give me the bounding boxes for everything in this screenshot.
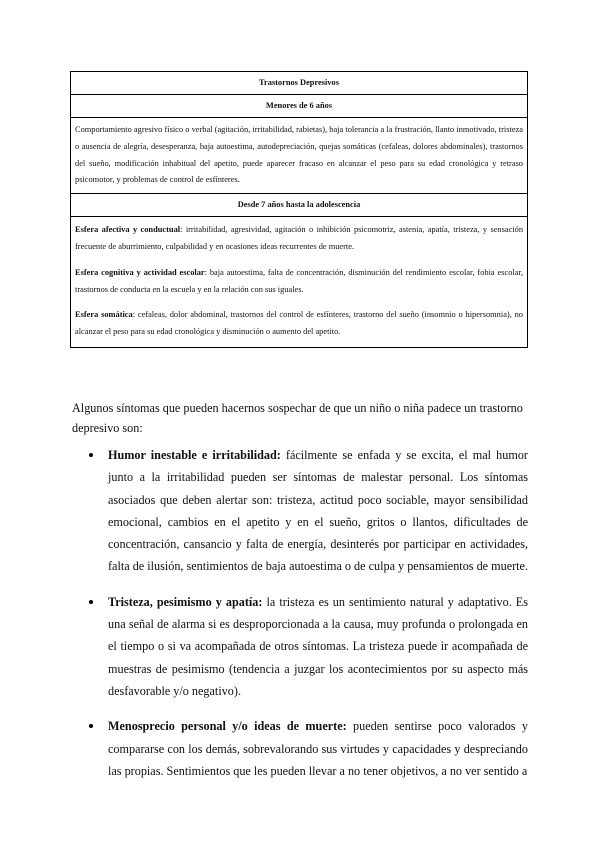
intro-paragraph: Algunos síntomas que pueden hacernos sospechar de que un niño o niña padece un trastorno depresivo son: [72, 401, 523, 435]
symptom-label: Tristeza, pesimismo y apatía: [108, 594, 263, 609]
symptom-text: fácilmente se enfada y se excita, el mal humor junto a la irritabilidad pueden ser síntomas de malestar personal. Los síntomas asociados que deben alertar son: tristeza, actitud poco sociable, mayor sensibilidad emocional, cambios en el apetito y en el sueño, gritos o llantos, dificultades de concentración, cansancio y falta de energía, desinterés por participar en actividades, falta de ilusión, sentimientos de baja autoestima o de culpa y pensamientos de muerte. [108, 448, 529, 574]
bullet-icon [89, 600, 93, 604]
sphere-label: Esfera somática [75, 310, 133, 320]
sphere-text: : cefaleas, dolor abdominal, trastornos del control de esfínteres, trastorno del sueño (insomnio o hipersomnia), no alcanzar el peso para su edad cronológica y disminución o aumento del apetito. [75, 310, 523, 337]
symptom-label: Menosprecio personal y/o ideas de muerte: [108, 719, 347, 734]
sphere-affective [75, 222, 523, 256]
section-body-7-to-adolescence [71, 217, 528, 348]
list-item [72, 715, 528, 782]
bullet-icon [89, 724, 93, 728]
symptom-text: pueden sentirse poco valorados y compararse con los demás, sobrevalorando sus virtudes y capacidades y despreciando las propias. Sentimientos que les pueden llevar a no tener objetivos, a no ver sentido a [108, 719, 528, 778]
section-text-under-6: Comportamiento agresivo físico o verbal (agitación, irritabilidad, rabietas), baja tolerancia a la frustración, llanto inmotivado, tristeza o ausencia de alegría, desesperanza, baja autoestima, autodepreciación, quejas somáticas (cefaleas, dolores abdominales), trastornos del sueño, modificación inhabitual del apetito, puede aparecer fracaso en alcanzar el peso para su edad cronológica y retraso psicomotor, y problemas de control de esfínteres. [71, 118, 528, 194]
sphere-label: Esfera afectiva y conductual [75, 225, 181, 235]
depressive-disorders-table [70, 71, 528, 348]
sphere-text: : irritabilidad, agresividad, agitación o inhibición psicomotriz, astenia, apatía, tristeza, y sensación frecuente de aburrimiento, culpabilidad y en ocasiones ideas recurrentes de muerte. [75, 225, 524, 251]
list-item [72, 444, 528, 578]
sphere-label: Esfera cognitiva y actividad escolar [75, 267, 205, 277]
table-title: Trastornos Depresivos [71, 72, 528, 95]
symptom-text: la tristeza es un sentimiento natural y adaptativo. Es una señal de alarma si es desproporcionada a la causa, muy profunda o prolongada en el tiempo o si va acompañada de otros síntomas. La tristeza puede ir acompañada de muestras de pesimismo (tendencia a juzgar los acontecimientos por su aspecto más desfavorable y/o negativo). [108, 594, 528, 698]
symptom-list [72, 444, 528, 795]
bullet-icon [89, 453, 93, 457]
section-header-under-6: Menores de 6 años [71, 95, 528, 118]
list-item [72, 591, 528, 702]
section-header-7-to-adolescence: Desde 7 años hasta la adolescencia [71, 194, 528, 217]
sphere-text: : baja autoestima, falta de concentración, disminución del rendimiento escolar, fobia escolar, trastornos de conducta en la escuela y en la relación con sus iguales. [75, 267, 523, 294]
symptom-label: Humor inestable e irritabilidad: [108, 448, 281, 462]
sphere-cognitive [75, 265, 523, 299]
sphere-somatic [75, 307, 523, 341]
